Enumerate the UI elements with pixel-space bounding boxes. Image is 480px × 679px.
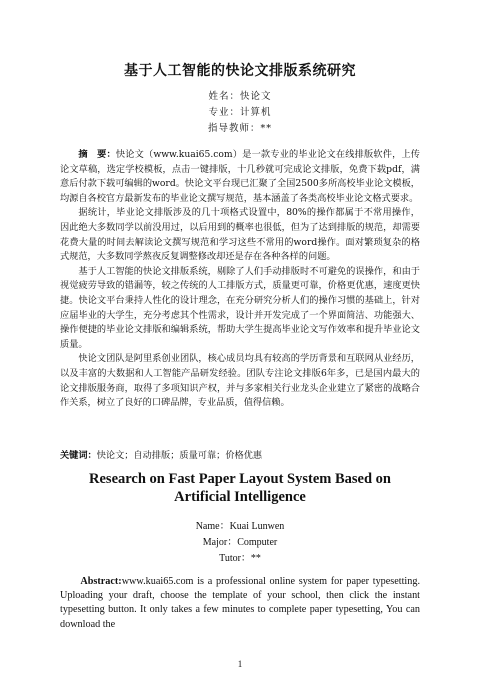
cn-keywords xyxy=(60,447,420,461)
cn-abstract-text-1: 快论文（www.kuai65.com）是一款专业的毕业论文在线排版软件，上传论文草稿，选定学校模板，点击一键排版，十几秒就可完成论文排版，免费下载pdf，满意后付款下载可编辑的word。快论文平台现已汇聚了全国2500多所高校毕业论文模板，均源自各校官方最新发布的毕业论文撰写规范，基本涵盖了各类高校毕业论文格式要求。 xyxy=(60,149,420,204)
cn-abstract xyxy=(60,148,420,411)
en-title: Research on Fast Paper Layout System Based on Artificial Intelligence xyxy=(89,471,391,505)
en-abstract-text: www.kuai65.com is a professional online system for paper typesetting. Uploading your draft, choose the template of your school, then click the instant typesetting button. It only takes a few minutes to complete paper typesetting, You can download the xyxy=(60,576,420,630)
cn-advisor: 指导教师：** xyxy=(207,123,272,134)
en-major: Major：Computer xyxy=(202,537,278,548)
cn-keywords-label: 关键词： xyxy=(60,450,97,461)
cn-title: 基于人工智能的快论文排版系统研究 xyxy=(124,63,356,79)
cn-major: 专业：计算机 xyxy=(208,107,272,118)
en-abstract-label: Abstract: xyxy=(80,576,122,587)
en-author-name: Name：Kuai Lunwen xyxy=(195,521,285,532)
cn-keywords-text: 快论文；自动排版；质量可靠；价格优惠 xyxy=(96,450,263,461)
en-abstract-paragraph xyxy=(60,575,420,632)
cn-abstract-paragraph-2: 据统计，毕业论文排版涉及的几十项格式设置中，80%的操作都属于不常用操作，因此绝大多数同学以前没用过，以后用到的概率也很低，但为了达到排版的规范，却需要花费大量的时间去解读论文撰写规范和学习这些不常用的word操作。面对繁琐复杂的格式规范，大多数同学熬夜反复调整修改却还是存在各种各样的问题。 xyxy=(60,207,420,263)
cn-author-name: 姓名：快论文 xyxy=(208,91,272,102)
cn-abstract-label: 摘 要： xyxy=(78,149,116,160)
en-tutor: Tutor：** xyxy=(219,553,261,564)
cn-abstract-paragraph-4: 快论文团队是阿里系创业团队，核心成员均具有较高的学历背景和互联网从业经历，以及丰富的大数据和人工智能产品研发经验。团队专注论文排版6年多，已是国内最大的论文排版服务商，取得了多项知识产权，并与多家相关行业龙头企业建立了紧密的战略合作关系，树立了良好的口碑品牌，专业品质，值得信赖。 xyxy=(60,353,420,409)
en-abstract xyxy=(60,575,420,632)
cn-abstract-paragraph-3: 基于人工智能的快论文排版系统，剔除了人们手动排版时不可避免的误操作，和由于视觉疲劳导致的错漏等，较之传统的人工排版方式，质量更可靠，价格更优惠，速度更快捷。快论文平台秉持人性化的设计理念，在充分研究分析人们的操作习惯的基础上，针对应届毕业的大学生，充分考虑其个性需求，设计并开发完成了一个界面简洁、功能强大、操作便捷的毕业论文排版和编辑系统，帮助大学生提高毕业论文写作效率和提升毕业论文质量。 xyxy=(60,265,420,350)
cn-abstract-paragraph-1 xyxy=(60,148,420,206)
page-number: 1 xyxy=(237,659,243,669)
